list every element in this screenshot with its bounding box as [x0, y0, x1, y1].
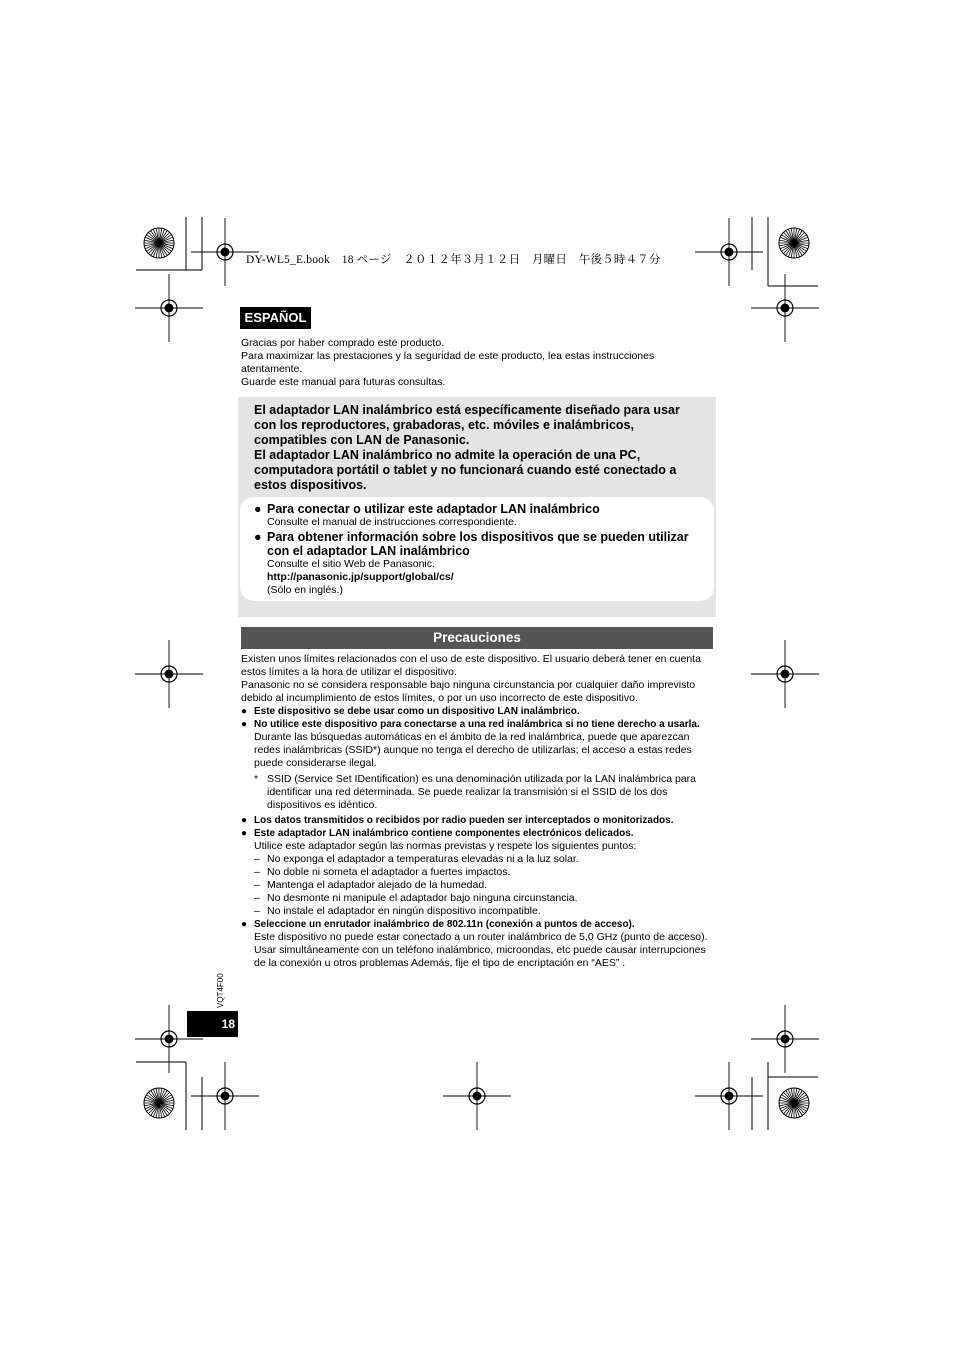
- document-code: VQT4F00: [216, 973, 225, 1008]
- dash-item: [241, 853, 715, 866]
- dash-item: [241, 866, 715, 879]
- bullet-icon: ●: [241, 919, 248, 930]
- dash-item: [241, 905, 715, 918]
- dash-mark: –: [254, 892, 260, 904]
- notice-bullet-text: Consulte el sitio Web de Panasonic.: [267, 558, 435, 570]
- precaution-bullet: [241, 827, 715, 853]
- intro-line: Gracias por haber comprado este producto.: [241, 337, 445, 349]
- print-header: DY-WL5_E.book 18 ページ ２０１２年３月１２日 月曜日 午後５時４７分: [246, 254, 661, 266]
- precaution-bullet-text: Durante las búsquedas automáticas en el ámbito de la red inalámbrica, puede que aparezcan redes inalámbricas (SSID*) aunque no tenga el derecho de utilizarlas; el acceso a estas redes puede considerarse ilegal.: [254, 731, 692, 769]
- notice-paragraph-2: El adaptador LAN inalámbrico no admite la operación de una PC, computadora portátil o tablet y no funcionará cuando esté conectado a estos dispositivos.: [254, 448, 677, 492]
- bullet-icon: ●: [241, 828, 248, 839]
- precaution-bullet-text: Utilice este adaptador según las normas previstas y respete los siguientes puntos:: [254, 840, 637, 852]
- precaution-bullet: [241, 918, 715, 970]
- bullet-icon: ●: [254, 530, 262, 544]
- precaution-bullet: [241, 705, 715, 718]
- notice-text: [254, 403, 704, 493]
- notice-bullets: [254, 502, 706, 597]
- footnote: [241, 773, 715, 812]
- notice-paragraph-1: El adaptador LAN inalámbrico está específicamente diseñado para usar con los reproductores, grabadoras, etc. móviles e inalámbricos, compatibles con LAN de Panasonic.: [254, 403, 680, 447]
- language-note: (Sólo en inglés.): [267, 584, 343, 596]
- precaution-bullet-text: Este dispositivo no puede estar conectado a un router inalámbrico de 5,0 GHz (punto de acceso).: [254, 931, 708, 943]
- precautions-body: [241, 653, 715, 970]
- notice-bullet-text: Consulte el manual de instrucciones correspondiente.: [267, 516, 517, 528]
- support-url: http://panasonic.jp/support/global/cs/: [267, 571, 454, 583]
- section-title: Precauciones: [241, 627, 713, 649]
- precaution-bullet: [241, 814, 715, 827]
- page-number-text: 18: [221, 1017, 235, 1031]
- dash-text: No exponga el adaptador a temperaturas elevadas ni a la luz solar.: [267, 853, 579, 865]
- intro-line: Para maximizar las prestaciones y la seguridad de este producto, lea estas instrucciones atentamente.: [241, 350, 655, 375]
- bullet-icon: ●: [241, 719, 248, 730]
- precaution-bullet-title: Este dispositivo se debe usar como un dispositivo LAN inalámbrico.: [254, 706, 580, 717]
- notice-bullet-title: Para conectar o utilizar este adaptador LAN inalámbrico: [267, 502, 600, 516]
- intro-text: [241, 337, 713, 389]
- precaution-bullet: [241, 718, 715, 770]
- dash-text: No instale el adaptador en ningún dispositivo incompatible.: [267, 905, 541, 917]
- dash-mark: –: [254, 866, 260, 878]
- notice-bullet: [254, 502, 706, 529]
- precaution-bullet-title: No utilice este dispositivo para conectarse a una red inalámbrica si no tiene derecho a usarla.: [254, 719, 700, 730]
- precaution-bullet-title: Este adaptador LAN inalámbrico contiene componentes electrónicos delicados.: [254, 828, 634, 839]
- intro-line: Guarde este manual para futuras consultas.: [241, 376, 446, 388]
- dash-item: [241, 892, 715, 905]
- dash-text: No doble ni someta el adaptador a fuertes impactos.: [267, 866, 511, 878]
- bullet-icon: ●: [241, 815, 248, 826]
- dash-mark: –: [254, 853, 260, 865]
- precaution-bullet-title: Seleccione un enrutador inalámbrico de 802.11n (conexión a puntos de acceso).: [254, 919, 635, 930]
- bullet-icon: ●: [254, 502, 262, 516]
- footnote-mark: *: [254, 773, 259, 785]
- precautions-intro-1: Existen unos límites relacionados con el uso de este dispositivo. El usuario deberá tener en cuenta estos límites a la hora de utilizar el dispositivo.: [241, 653, 701, 678]
- notice-bullet-title: Para obtener información sobre los dispositivos que se pueden utilizar con el adaptador LAN inalámbrico: [267, 530, 689, 558]
- dash-mark: –: [254, 879, 260, 891]
- language-label: ESPAÑOL: [240, 307, 311, 329]
- dash-mark: –: [254, 905, 260, 917]
- precaution-bullet-title: Los datos transmitidos o recibidos por radio pueden ser interceptados o monitorizados.: [254, 815, 674, 826]
- dash-item: [241, 879, 715, 892]
- bullet-icon: ●: [241, 706, 248, 717]
- precautions-intro-2: Panasonic no se considera responsable bajo ninguna circunstancia por cualquier daño imprevisto debido al incumplimiento de estos límites, o por un uso incorrecto de este dispositivo.: [241, 679, 696, 704]
- page-number: [187, 1011, 238, 1037]
- dash-text: No desmonte ni manipule el adaptador bajo ninguna circunstancia.: [267, 892, 578, 904]
- footnote-text: SSID (Service Set IDentification) es una denominación utilizada por la LAN inalámbrica para identificar una red determinada. Se puede realizar la transmisión si el SSID de los dos dispositivos es idéntico.: [267, 773, 696, 811]
- precaution-bullet-text: Usar simultáneamente con un teléfono inalámbrico, microondas, etc puede causar interrupciones de la conexión u otros problemas Además, fije el tipo de encriptación en “AES” .: [254, 944, 706, 969]
- notice-bullet: [254, 530, 706, 597]
- dash-text: Mantenga el adaptador alejado de la humedad.: [267, 879, 488, 891]
